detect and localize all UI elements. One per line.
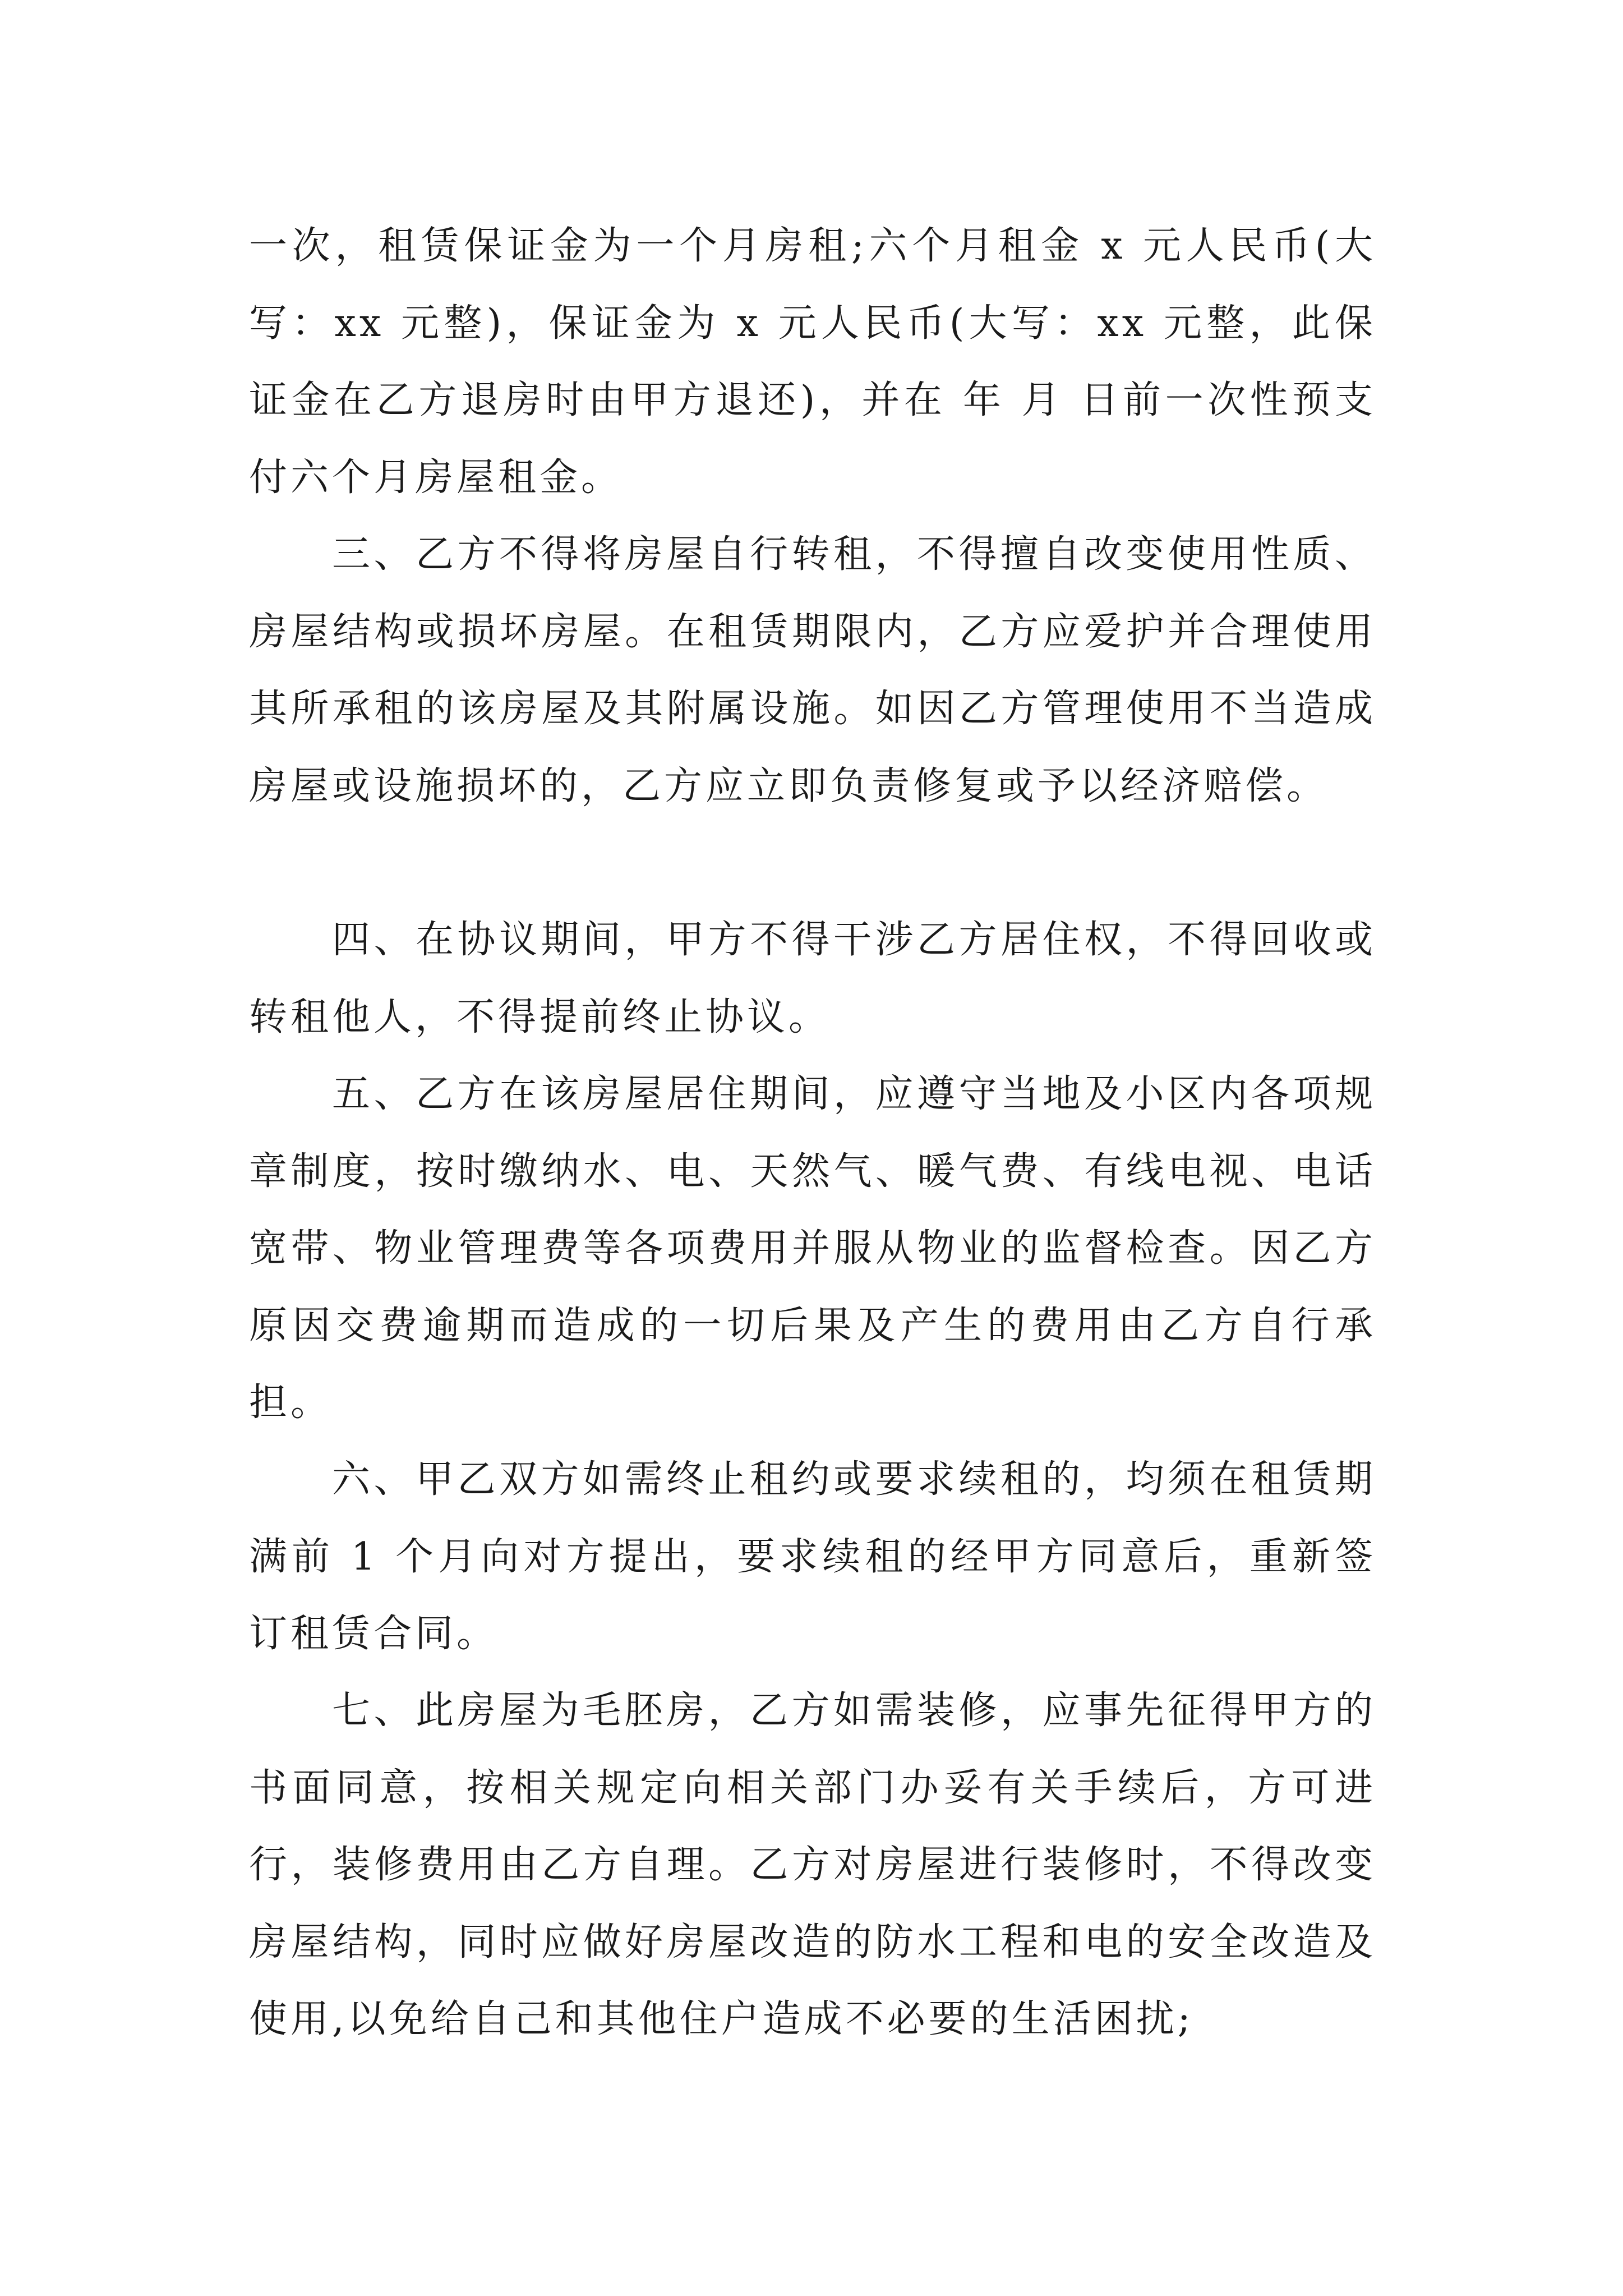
paragraph-clause-4: 四、在协议期间，甲方不得干涉乙方居住权，不得回收或转租他人，不得提前终止协议。 [249,918,1376,1039]
paragraph-clause-7: 七、此房屋为毛胚房，乙方如需装修，应事先征得甲方的书面同意，按相关规定向相关部门办妥有关手续后，方可进行，装修费用由乙方自理。乙方对房屋进行装修时，不得改变房屋结构，同时应做好房屋改造的防水工程和电的安全改造及使用,以免给自己和其他住户造成不必要的生活困扰; [249,1688,1376,2041]
paragraph-clause-3: 三、乙方不得将房屋自行转租，不得擅自改变使用性质、房屋结构或损坏房屋。在租赁期限内，乙方应爱护并合理使用其所承租的该房屋及其附属设施。如因乙方管理使用不当造成房屋或设施损坏的，乙方应立即负责修复或予以经济赔偿。 [249,532,1376,808]
paragraph-deposit-terms: 一次，租赁保证金为一个月房租;六个月租金 x 元人民币(大写：xx 元整)，保证金为 x 元人民币(大写：xx 元整，此保证金在乙方退房时由甲方退还)，并在 年 月 日前一次性预支付六个月房屋租金。 [249,224,1376,500]
paragraph-clause-6: 六、甲乙双方如需终止租约或要求续租的，均须在租赁期满前 1 个月向对方提出，要求续租的经甲方同意后，重新签订租赁合同。 [249,1457,1376,1656]
paragraph-clause-5: 五、乙方在该房屋居住期间，应遵守当地及小区内各项规章制度，按时缴纳水、电、天然气、暖气费、有线电视、电话宽带、物业管理费等各项费用并服从物业的监督检查。因乙方原因交费逾期而造成的一切后果及产生的费用由乙方自行承担。 [249,1072,1376,1425]
